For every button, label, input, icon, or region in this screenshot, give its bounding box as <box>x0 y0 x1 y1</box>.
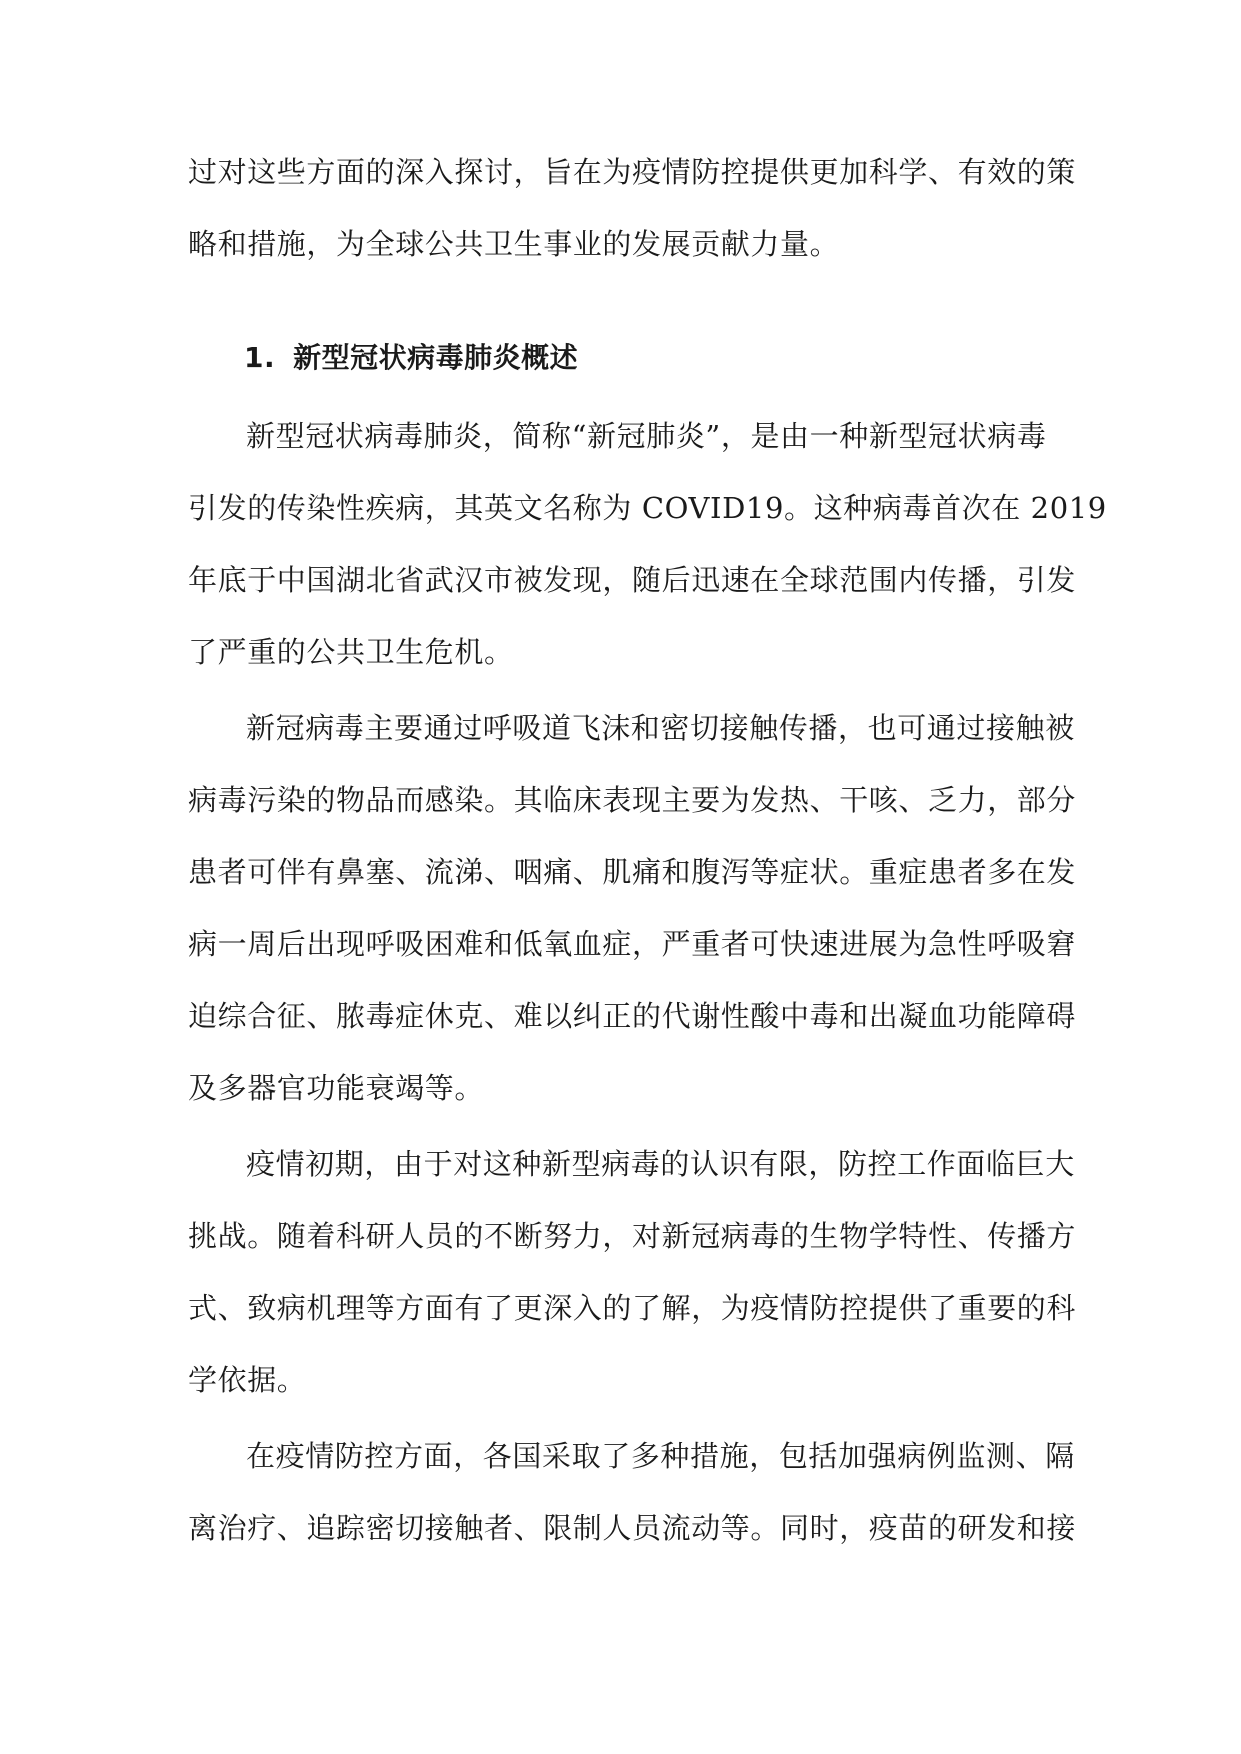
text-line: 略和措施，为全球公共卫生事业的发展贡献力量。 <box>188 227 840 261</box>
text-line: 式、致病机理等方面有了更深入的了解，为疫情防控提供了重要的科 <box>188 1291 1077 1325</box>
text-line: 新型冠状病毒肺炎，简称“新冠肺炎”，是由一种新型冠状病毒 <box>246 419 1047 453</box>
body-paragraph-1 <box>188 400 1107 688</box>
text-line: 挑战。随着科研人员的不断努力，对新冠病毒的生物学特性、传播方 <box>188 1219 1077 1253</box>
text-line: 了严重的公共卫生危机。 <box>188 635 514 669</box>
body-paragraph-3 <box>188 1128 1077 1416</box>
body-paragraph-4 <box>188 1420 1077 1564</box>
text-line: 病毒污染的物品而感染。其临床表现主要为发热、干咳、乏力，部分 <box>188 783 1077 817</box>
section-number: 1. <box>244 341 276 374</box>
text-line: 新冠病毒主要通过呼吸道飞沫和密切接触传播，也可通过接触被 <box>246 711 1075 745</box>
body-paragraph-2 <box>188 692 1077 1124</box>
text-line: 疫情初期，由于对这种新型病毒的认识有限，防控工作面临巨大 <box>246 1147 1075 1181</box>
text-line: 引发的传染性疾病，其英文名称为 COVID19。这种病毒首次在 2019 <box>188 491 1107 525</box>
text-line: 迫综合征、脓毒症休克、难以纠正的代谢性酸中毒和出凝血功能障碍 <box>188 999 1077 1033</box>
section-heading <box>244 338 1048 378</box>
continuation-paragraph <box>188 136 1077 280</box>
text-line: 病一周后出现呼吸困难和低氧血症，严重者可快速进展为急性呼吸窘 <box>188 927 1077 961</box>
text-line: 及多器官功能衰竭等。 <box>188 1071 485 1105</box>
text-line: 年底于中国湖北省武汉市被发现，随后迅速在全球范围内传播，引发 <box>188 563 1077 597</box>
text-line: 患者可伴有鼻塞、流涕、咽痛、肌痛和腹泻等症状。重症患者多在发 <box>188 855 1077 889</box>
text-line: 在疫情防控方面，各国采取了多种措施，包括加强病例监测、隔 <box>246 1439 1075 1473</box>
page-content <box>188 136 1107 1564</box>
text-line: 学依据。 <box>188 1363 307 1397</box>
text-line: 过对这些方面的深入探讨，旨在为疫情防控提供更加科学、有效的策 <box>188 155 1077 189</box>
section-title: 新型冠状病毒肺炎概述 <box>293 341 579 374</box>
text-line: 离治疗、追踪密切接触者、限制人员流动等。同时，疫苗的研发和接 <box>188 1511 1077 1545</box>
